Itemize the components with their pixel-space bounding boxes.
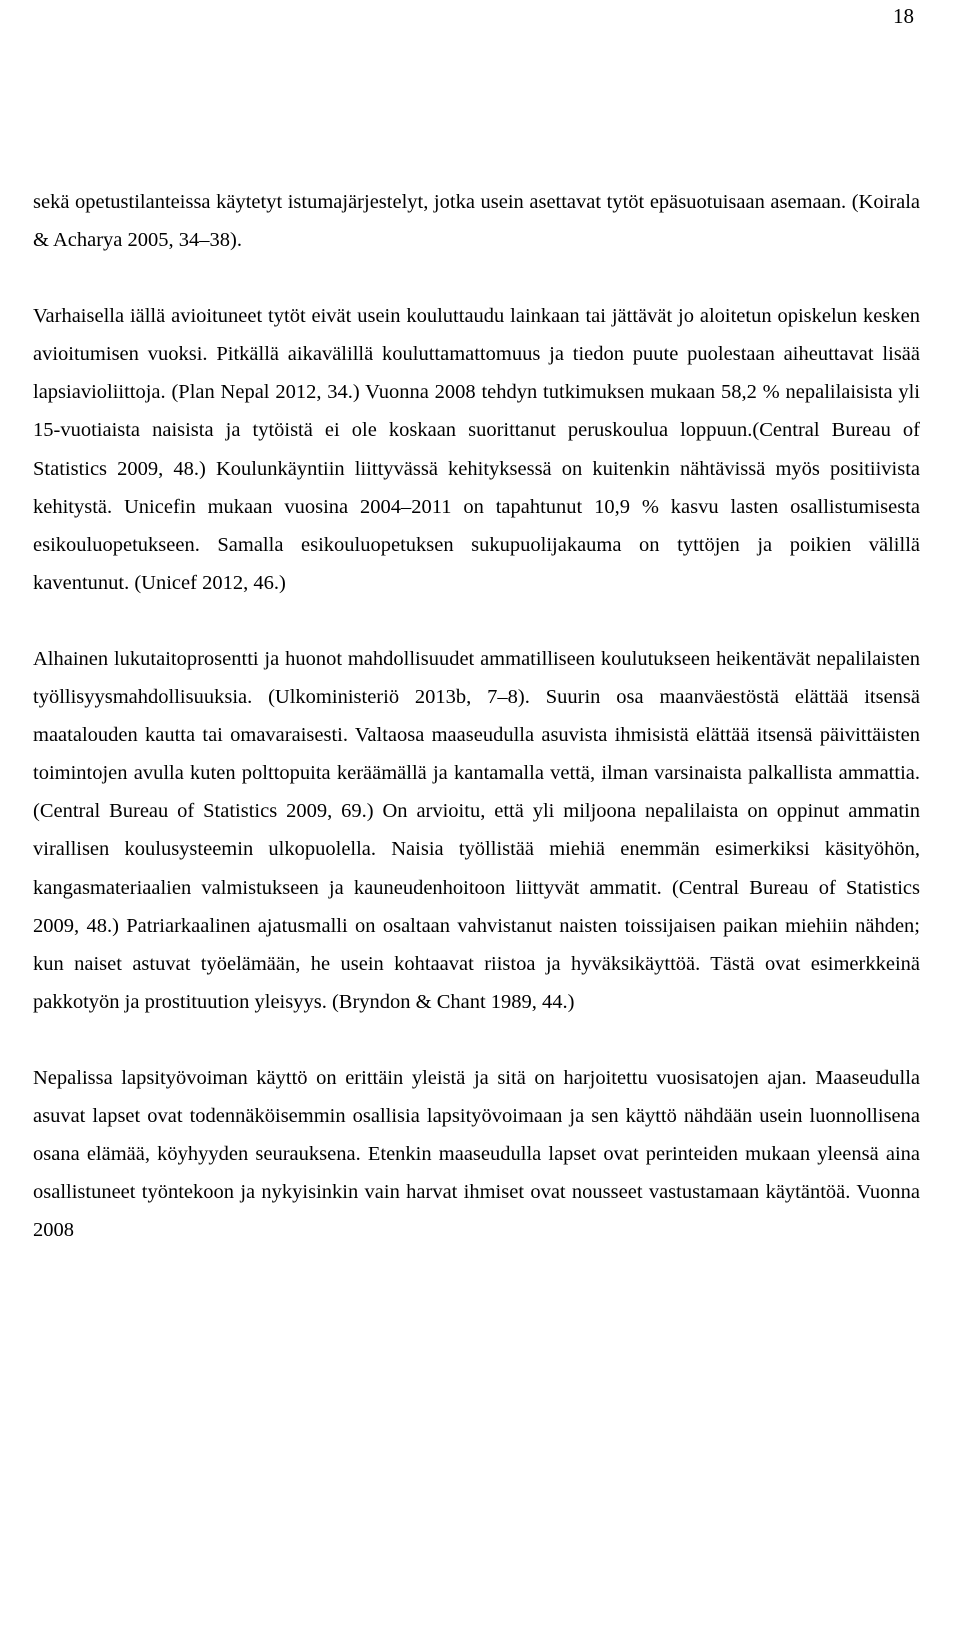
document-body [33,183,920,1249]
paragraph-1: sekä opetustilanteissa käytetyt istumajärjestelyt, jotka usein asettavat tytöt epäsuotuisaan asemaan. (Koirala & Acharya 2005, 34–38). [33,191,920,252]
paragraph-4: Nepalissa lapsityövoiman käyttö on erittäin yleistä ja sitä on harjoitettu vuosisatojen ajan. Maaseudulla asuvat lapset ovat todennäköisemmin osallisia lapsityövoimaan ja sen käyttö nähdään usein luonnollisena osana elämää, köyhyyden seurauksena. Etenkin maaseudulla lapset ovat perinteiden mukaan yleensä aina osallistuneet työntekoon ja nykyisinkin vain harvat ihmiset ovat nousseet vastustamaan käytäntöä. Vuonna 2008 [33,1066,920,1242]
paragraph-spacer [33,1021,920,1059]
paragraph-spacer [33,259,920,297]
page-number: 18 [893,4,914,28]
paragraph-3: Alhainen lukutaitoprosentti ja huonot mahdollisuudet ammatilliseen koulutukseen heikentävät nepalilaisten työllisyysmahdollisuuksia. (Ulkoministeriö 2013b, 7–8). Suurin osa maanväestöstä elättää itsensä maatalouden kautta tai omavaraisesti. Valtaosa maaseudulla asuvista ihmisistä elättää itsensä päivittäisten toimintojen avulla kuten polttopuita keräämällä ja kantamalla vettä, ilman varsinaista palkallista ammattia. (Central Bureau of Statistics 2009, 69.) On arvioitu, että yli miljoona nepalilaista on oppinut ammatin virallisen koulusysteemin ulkopuolella. Naisia työllistää miehiä enemmän esimerkiksi käsityöhön, kangasmateriaalien valmistukseen ja kauneudenhoitoon liittyvät ammatit. (Central Bureau of Statistics 2009, 48.) Patriarkaalinen ajatusmalli on osaltaan vahvistanut naisten toissijaisen paikan miehiin nähden; kun naiset astuvat työelämään, he usein kohtaavat riistoa ja hyväksikäyttöä. Tästä ovat esimerkkeinä pakkotyön ja prostituution yleisyys. (Bryndon & Chant 1989, 44.) [33,647,920,1013]
paragraph-2: Varhaisella iällä avioituneet tytöt eivät usein kouluttaudu lainkaan tai jättävät jo aloitetun opiskelun kesken avioitumisen vuoksi. Pitkällä aikavälillä kouluttamattomuus ja tiedon puute puolestaan aiheuttavat lisää lapsiavioliittoja. (Plan Nepal 2012, 34.) Vuonna 2008 tehdyn tutkimuksen mukaan 58,2 % nepalilaisista yli 15-vuotiaista naisista ja tytöistä ei ole koskaan suorittanut peruskoulua loppuun.(Central Bureau of Statistics 2009, 48.) Koulunkäyntiin liittyvässä kehityksessä on kuitenkin nähtävissä myös positiivista kehitystä. Unicefin mukaan vuosina 2004–2011 on tapahtunut 10,9 % kasvu lasten osallistumisesta esikouluopetukseen. Samalla esikouluopetuksen sukupuolijakauma on tyttöjen ja poikien välillä kaventunut. (Unicef 2012, 46.) [33,305,920,594]
paragraph-spacer [33,602,920,640]
